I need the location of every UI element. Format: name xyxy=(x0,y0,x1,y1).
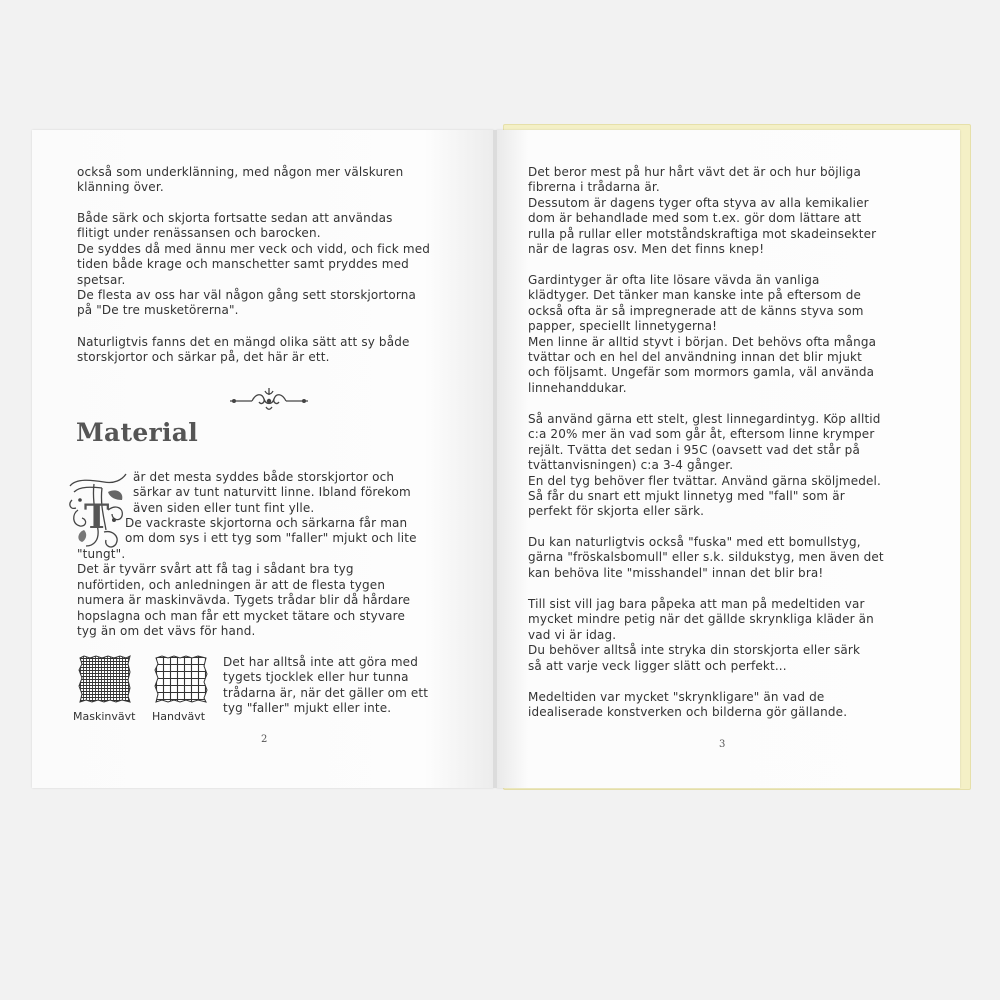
right-paragraph-4: Du kan naturligtvis också "fuska" med ett bomullstyg, gärna "fröskalsbomull" eller s.k. sildukstyg, men även det kan behöva lite "misshandel" innan det blir bra! xyxy=(528,535,884,580)
booklet-spine xyxy=(493,130,497,788)
machine-woven-swatch xyxy=(76,654,132,704)
hand-woven-label: Handvävt xyxy=(152,710,206,723)
right-paragraph-3: Så använd gärna ett stelt, glest linnegardintyg. Köp alltid c:a 20% mer än vad som går åt, eftersom linne krymper rejält. Tvätta det sedan i 95C (oavsett vad det står på tvättanvisningen) c:a 3-4 gånger. En del tyg behöver fler tvättar. Använd gärna sköljmedel. Så får du snart ett mjukt linnetyg med "fall" som är perfekt för skjorta eller särk. xyxy=(528,412,881,519)
right-paragraph-2: Gardintyger är ofta lite lösare vävda än vanliga klädtyger. Det tänker man kanske inte på eftersom de också ofta är så impregnerade att de känns styva som papper, speciellt linnetygerna! Men linne är alltid styvt i början. Det behövs ofta många tvättar och en hel del användning innan det blir mjukt och följsamt. Ungefär som mormors gamla, väl använda linnehanddukar. xyxy=(528,273,877,395)
page-number-right: 3 xyxy=(719,739,726,750)
ornament-divider-icon xyxy=(228,385,310,413)
left-intro-paragraph: också som underklänning, med någon mer välskuren klänning över. xyxy=(77,165,404,195)
left-material-paragraph-full: "tungt". Det är tyvärr svårt att få tag i sådant bra tyg nuförtiden, och anledningen är att de flesta tygen numera är maskinvävda. Tygets trådar blir då hårdare hopslagna och man får ett mycket tätare och styvare tyg än om det vävs för hand. xyxy=(77,547,411,639)
left-paragraph-3: Naturligtvis fanns det en mängd olika sätt att sy både storskjortor och särkar på, det här är ett. xyxy=(77,335,410,365)
right-paragraph-6: Medeltiden var mycket "skrynkligare" än vad de idealiserade konstverken och bilderna gör gällande. xyxy=(528,690,848,720)
left-paragraph-2: Både särk och skjorta fortsatte sedan att användas flitigt under renässansen och barocken. De syddes då med ännu mer veck och vidd, och fick med tiden både krage och manschetter samt pryddes med spetsar. De flesta av oss har väl någon gång sett storskjortorna på "De tre musketörerna". xyxy=(77,211,430,318)
left-material-paragraph-indented: är det mesta syddes både storskjortor och särkar av tunt naturvitt linne. Ibland förekom även siden eller tunt fint ylle. xyxy=(133,470,411,515)
section-heading-material: Material xyxy=(76,418,199,447)
dropcap-letter: T xyxy=(84,497,110,537)
illuminated-dropcap-t xyxy=(64,470,130,552)
page-number-left: 2 xyxy=(261,734,268,745)
right-paragraph-1: Det beror mest på hur hårt vävt det är och hur böjliga fibrerna i trådarna är. Dessutom är dagens tyger ofta styva av alla kemikalier dom är behandlade med som t.ex. gör dom lättare att rulla på rullar eller motståndskraftiga mot skadeinsekter när de lagras osv. Men det finns knep! xyxy=(528,165,877,257)
left-material-paragraph-indented-2: De vackraste skjortorna och särkarna får man om dom sys i ett tyg som "faller" mjukt och lite xyxy=(125,516,417,546)
hand-woven-swatch xyxy=(153,654,209,704)
right-paragraph-5: Till sist vill jag bara påpeka att man på medeltiden var mycket mindre petig när det gällde skrynkliga kläder än vad vi är idag. Du behöver alltså inte stryka din storskjorta eller särk så att varje veck ligger slätt och perfekt... xyxy=(528,597,874,673)
machine-woven-label: Maskinvävt xyxy=(73,710,136,723)
left-weave-paragraph: Det har alltså inte att göra med tygets tjocklek eller hur tunna trådarna är, när det gäller om ett tyg "faller" mjukt eller inte. xyxy=(223,655,429,716)
